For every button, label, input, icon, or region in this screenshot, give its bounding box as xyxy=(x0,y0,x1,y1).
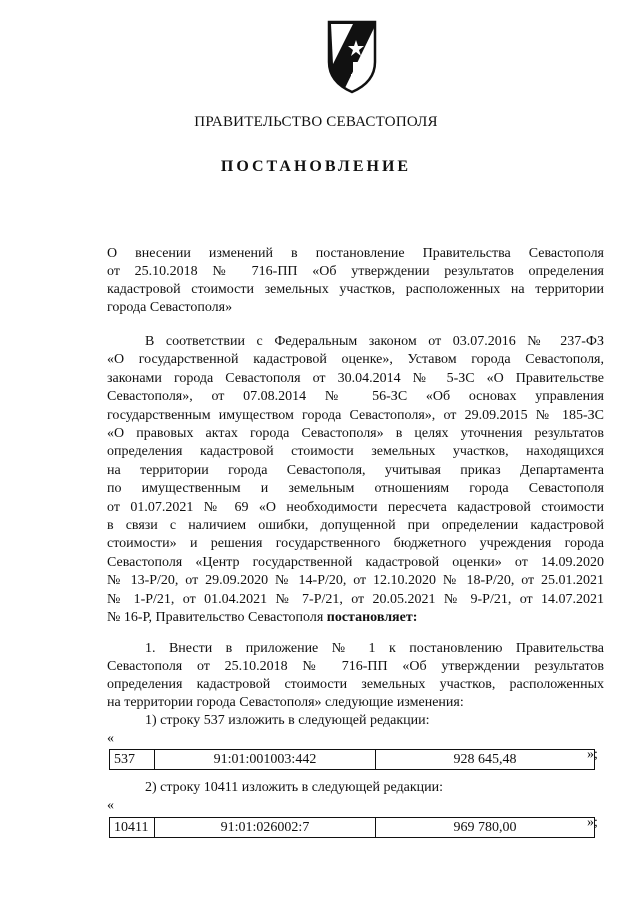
preamble-line: стоимости» и решения государственного бюджетного учреждения города xyxy=(107,536,604,552)
preamble-line: № 1-Р/21, от 01.04.2021 № 7-Р/21, от 20.05.2021 № 9-Р/21, от 14.07.2021 xyxy=(107,591,604,607)
close-quote-2: »; xyxy=(587,815,598,830)
item-1-line: 1. Внести в приложение № 1 к постановлению Правительства xyxy=(145,641,604,656)
preamble-line: по имущественным и земельным отношениям города Севастополя xyxy=(107,481,604,497)
subject-line: от 25.10.2018 № 716-ПП «Об утверждении результатов определения xyxy=(107,264,604,279)
cadastral-value-cell: 928 645,48 xyxy=(376,750,595,770)
preamble-line: государственным имуществом города Севастополя», от 29.09.2015 № 185-ЗС xyxy=(107,407,604,423)
preamble-final-text: № 16-Р, Правительство Севастополя xyxy=(107,610,327,626)
subject-line: города Севастополя» xyxy=(107,300,233,315)
cadastral-value-cell: 969 780,00 xyxy=(376,818,595,838)
item-1-line: Севастополя от 25.10.2018 № 716-ПП «Об утверждении результатов xyxy=(107,659,604,674)
cadastral-number-cell: 91:01:001003:442 xyxy=(155,750,376,770)
row-10411-table xyxy=(109,817,595,838)
preamble-block xyxy=(107,333,604,628)
item-1-block xyxy=(107,640,604,712)
preamble-line: Севастополя «Центр государственной кадастровой оценки» от 14.09.2020 xyxy=(107,554,604,570)
preamble-line: определения кадастровой стоимости земельных участков, находящихся xyxy=(107,444,604,460)
row-number-cell: 10411 xyxy=(110,818,155,838)
preamble-line: В соответствии с Федеральным законом от 03.07.2016 № 237-ФЗ xyxy=(145,334,604,349)
preamble-line: от 01.07.2021 № 69 «О необходимости пересчета кадастровой стоимости xyxy=(107,499,604,515)
subitem-1: 1) строку 537 изложить в следующей редакции: xyxy=(145,713,430,728)
item-1-line: на территории города Севастополя» следующие изменения: xyxy=(107,695,464,710)
preamble-line: «О государственной кадастровой оценке», Уставом города Севастополя, xyxy=(107,352,604,368)
cadastral-number-cell: 91:01:026002:7 xyxy=(155,818,376,838)
subject-line: О внесении изменений в постановление Правительства Севастополя xyxy=(107,246,604,261)
table-row xyxy=(110,750,595,770)
preamble-line: в связи с наличием ошибки, допущенной при определении кадастровой xyxy=(107,518,604,534)
item-1-line: определения кадастровой стоимости земельных участков, расположенных xyxy=(107,677,604,692)
preamble-line: на территории города Севастополя, учитывая приказ Департамента xyxy=(107,462,604,478)
close-quote-1: »; xyxy=(587,747,598,762)
row-number-cell: 537 xyxy=(110,750,155,770)
table-row xyxy=(110,818,595,838)
preamble-line: № 13-Р/20, от 29.09.2020 № 14-Р/20, от 12.10.2020 № 18-Р/20, от 25.01.2021 xyxy=(107,573,604,589)
document-type-title: ПОСТАНОВЛЕНИЕ xyxy=(220,158,412,175)
subject-block xyxy=(107,245,604,317)
subitem-2: 2) строку 10411 изложить в следующей редакции: xyxy=(145,780,444,795)
preamble-line: Севастополя», от 07.08.2014 № 56-ЗС «Об основах управления xyxy=(107,389,604,405)
preamble-line: законами города Севастополя от 30.04.2014 № 5-ЗС «О Правительстве xyxy=(107,370,604,386)
open-quote-2: « xyxy=(107,798,114,813)
preamble-line: «О правовых актах города Севастополя» в целях уточнения результатов xyxy=(107,426,604,442)
sevastopol-coat-of-arms-icon xyxy=(323,18,381,94)
resolves-word: постановляет: xyxy=(326,610,418,626)
row-537-table xyxy=(109,749,595,770)
subject-line: кадастровой стоимости земельных участков, расположенных на территории xyxy=(107,282,604,297)
open-quote-1: « xyxy=(107,731,114,746)
organization-name: ПРАВИТЕЛЬСТВО СЕВАСТОПОЛЯ xyxy=(194,114,438,130)
preamble-final-line xyxy=(107,609,604,627)
